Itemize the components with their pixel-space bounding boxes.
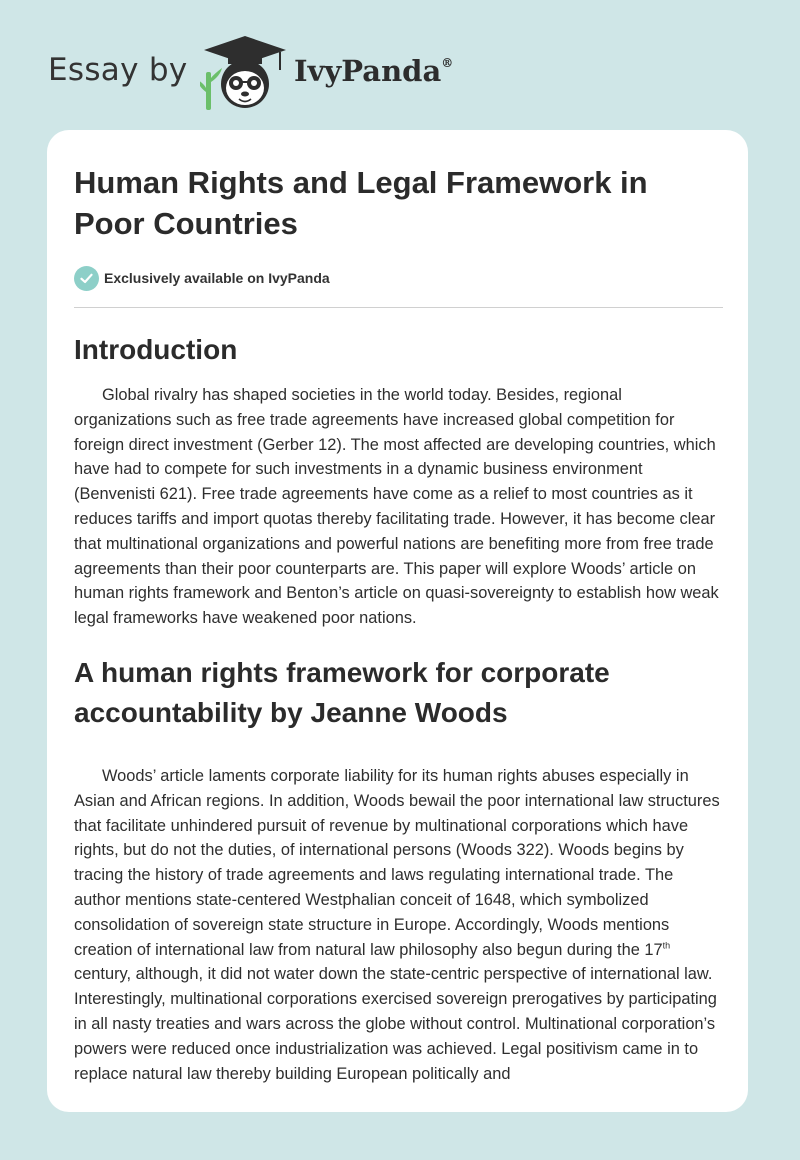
essay-by-label: Essay by [48, 52, 188, 88]
ordinal-superscript: th [662, 940, 671, 951]
panda-graduate-icon[interactable] [200, 34, 290, 114]
article-title: Human Rights and Legal Framework in Poor Countries [74, 165, 648, 241]
divider [74, 307, 723, 308]
site-header [0, 0, 800, 130]
section-heading-introduction: Introduction [74, 334, 238, 365]
badge-label: Exclusively available on IvyPanda [104, 270, 330, 286]
brand-name[interactable]: IvyPanda® [294, 54, 454, 88]
section-heading-woods: A human rights framework for corporate accountability by Jeanne Woods [74, 656, 610, 728]
section-paragraph-woods: Woods’ article laments corporate liability for its human rights abuses especially in Asian and African regions. In addition, Woods bewail the poor international law structures that facilitate unhindered pursuit of revenue by multinational corporations which have rights, but do not the duties, of international persons (Woods 322). Woods begins by tracing the history of trade agreements and laws regulating international trade. The author mentions state-centered Westphalian conceit of 1648, which symbolized consolidation of sovereign state structure in Europe. Accordingly, Woods mentions creation of international law from natural law philosophy also begun during the 17th century, although, it did not water down the state-centric perspective of international law. Interestingly, multinational corporations exercised sovereign prerogatives by participating in all nasty treaties and wars across the globe without control. Multinational corporation’s powers were reduced once industrialization was achieved. Legal positivism came in to replace natural law thereby building European politically and [74, 766, 720, 1083]
article-card [47, 130, 748, 1112]
checkmark-icon [74, 266, 99, 291]
article-content [74, 162, 723, 1086]
exclusive-badge [74, 264, 723, 292]
section-paragraph-introduction: Global rivalry has shaped societies in the world today. Besides, regional organizations such as free trade agreements have increased global competition for foreign direct investment (Gerber 12). The most affected are developing countries, which have had to compete for such investments in a dynamic business environment (Benvenisti 621). Free trade agreements have come as a relief to most countries as it reduces tariffs and import quotas thereby facilitating trade. However, it has become clear that multinational organizations and powerful nations are benefiting more from free trade agreements than their poor counterparts are. This paper will explore Woods’ article on human rights framework and Benton’s article on quasi-sovereignty to establish how weak legal frameworks have weakened poor nations. [74, 386, 719, 628]
